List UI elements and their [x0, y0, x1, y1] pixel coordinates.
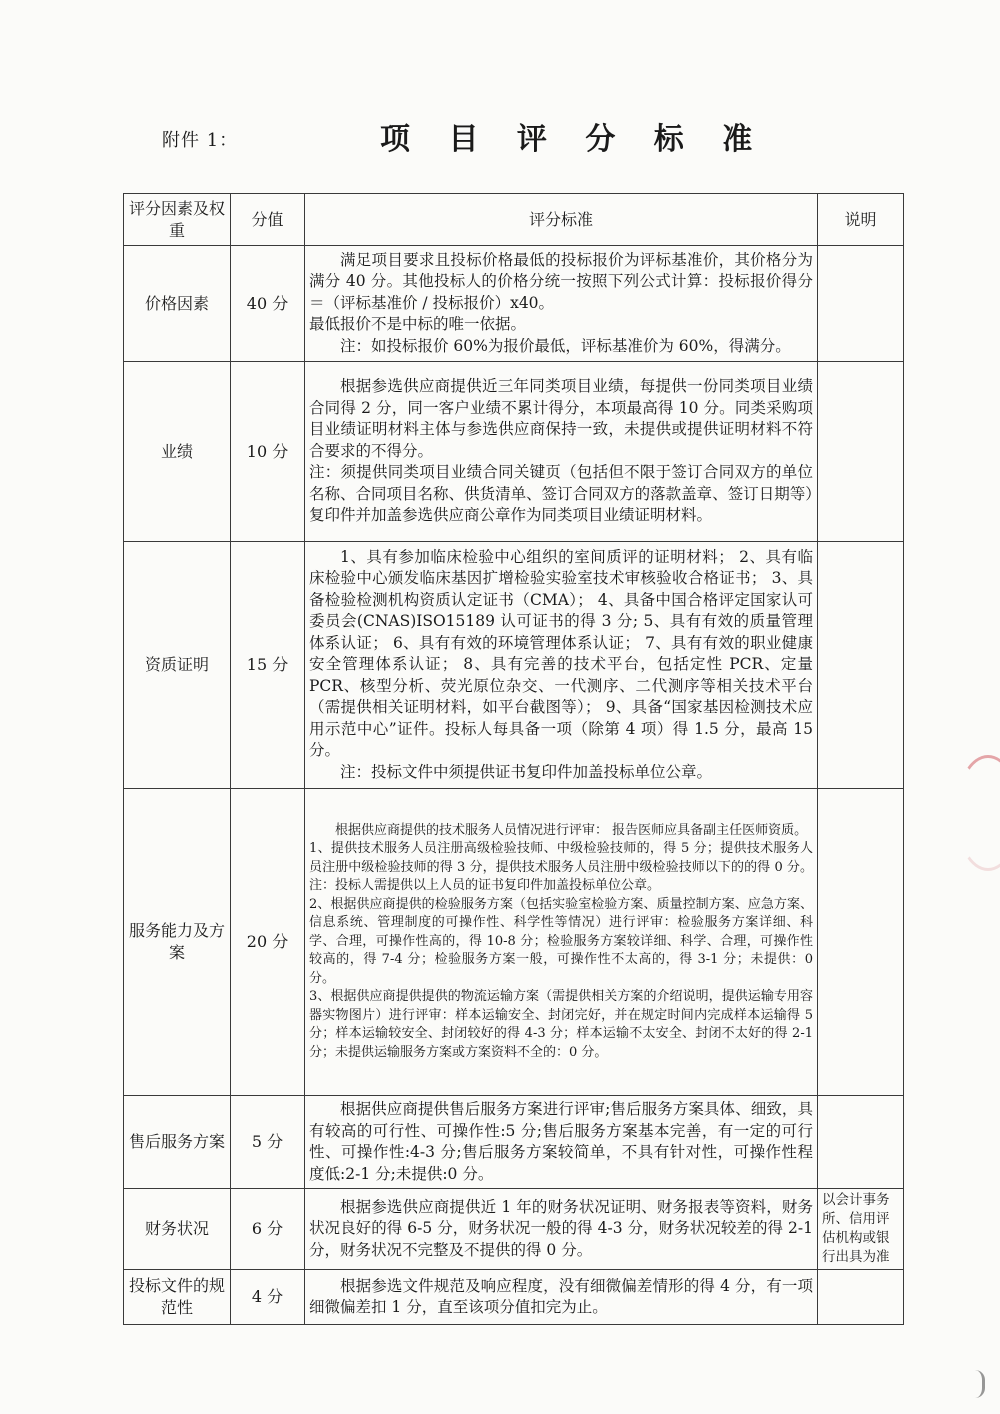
- factor-cell: 投标文件的规范性: [124, 1270, 231, 1325]
- criteria-cell: [305, 246, 818, 362]
- page-edge-mark: [968, 1370, 985, 1398]
- criteria-note: 注：如投标报价 60%为报价最低，评标基准价为 60%，得满分。: [340, 336, 791, 355]
- remark-cell: [818, 1270, 904, 1325]
- table-header-row: [124, 194, 904, 246]
- criteria-text: 根据供应商提供售后服务方案进行评审;售后服务方案具体、细致，具有较高的可行性、可操作性:5 分;售后服务方案基本完善，有一定的可行性、可操作性:4-3 分;售后服务方案较简单，不具有针对性，可操作性程度低:2-1 分;未提供:0 分。: [309, 1100, 813, 1183]
- score-cell: 4 分: [231, 1270, 305, 1325]
- criteria-text: 2、根据供应商提供的检验服务方案（包括实验室检验方案、质量控制方案、应急方案、信息系统、管理制度的可操作性、科学性等情况）进行评审：检验服务方案详细、科学、合理，可操作性高的，得 10-8 分；检验服务方案较详细、科学、合理，可操作性较高的，得 7-4 分；检验服务方案一般，可操作性不太高的，得 3-1 分；未提供：0 分。: [309, 896, 813, 986]
- criteria-text: 根据参选供应商提供近三年同类项目业绩，每提供一份同类项目业绩合同得 2 分，同一客户业绩不累计得分，本项最高得 10 分。同类采购项目业绩证明材料主体与参选供应商保持一致，未提供或提供证明材料不符合要求的不得分。: [309, 377, 813, 460]
- page-title: 项 目 评 分 标 准: [380, 122, 767, 157]
- score-cell: 6 分: [231, 1189, 305, 1270]
- criteria-cell: [305, 362, 818, 542]
- document-header: [0, 112, 1000, 172]
- criteria-cell: [305, 789, 818, 1096]
- criteria-text: 3、根据供应商提供提供的物流运输方案（需提供相关方案的介绍说明，提供运输专用容器实物图片）进行评审：样本运输安全、封闭完好，并在规定时间内完成样本运输得 5 分；样本运输较安全、封闭较好的得 4-3 分；样本运输不太安全、封闭不太好的得 2-1 分；未提供运输服务方案或方案资料不全的：0 分。: [309, 989, 813, 1060]
- header-score: 分值: [231, 194, 305, 246]
- criteria-text: 1、提供技术服务人员注册高级检验技师、中级检验技师的，得 5 分；提供技术服务人员注册中级检验技师的得 3 分，提供技术服务人员注册中级检验技师以下的的得 0 分。注：投标人需提供以上人员的证书复印件加盖投标单位公章。: [309, 841, 813, 894]
- seal-stamp-fragment: [955, 755, 1000, 871]
- header-criteria: 评分标准: [305, 194, 818, 246]
- factor-cell: 资质证明: [124, 542, 231, 789]
- criteria-text: 满足项目要求且投标价格最低的投标报价为评标基准价，其价格分为满分 40 分。其他投标人的价格分统一按照下列公式计算：投标报价得分＝（评标基准价 / 投标报价）x40。: [309, 250, 813, 312]
- remark-cell: [818, 362, 904, 542]
- table-row: [124, 542, 904, 789]
- criteria-text: 根据供应商提供的技术服务人员情况进行评审： 报告医师应具备副主任医师资质。: [335, 822, 808, 838]
- criteria-text: 根据参选供应商提供近 1 年的财务状况证明、财务报表等资料，财务状况良好的得 6-5 分，财务状况一般的得 4-3 分，财务状况较差的得 2-1 分，财务状况不完整及不提供的得 0 分。: [309, 1197, 813, 1259]
- score-cell: 40 分: [231, 246, 305, 362]
- table-row: [124, 362, 904, 542]
- table-row: [124, 246, 904, 362]
- remark-cell: [818, 246, 904, 362]
- remark-cell: [818, 789, 904, 1096]
- criteria-cell: [305, 542, 818, 789]
- factor-cell: 售后服务方案: [124, 1096, 231, 1189]
- factor-cell: 业绩: [124, 362, 231, 542]
- criteria-text: 根据参选文件规范及响应程度，没有细微偏差情形的得 4 分，有一项细微偏差扣 1 分，直至该项分值扣完为止。: [309, 1276, 813, 1316]
- factor-cell: 价格因素: [124, 246, 231, 362]
- score-cell: 10 分: [231, 362, 305, 542]
- remark-cell: 以会计事务所、信用评估机构或银行出具为准: [818, 1189, 904, 1270]
- criteria-text: 1、具有参加临床检验中心组织的室间质评的证明材料； 2、具有临床检验中心颁发临床基因扩增检验实验室技术审核验收合格证书； 3、具备检验检测机构资质认定证书（CMA）； 4、具备中国合格评定国家认可委员会(CNAS)ISO15189 认可证书的得 3 分; 5、具有有效的质量管理体系认证； 6、具有有效的环境管理体系认证； 7、具有有效的职业健康安全管理体系认证； 8、具有完善的技术平台，包括定性 PCR、定量 PCR、核型分析、荧光原位杂交、一代测序、二代测序等相关技术平台（需提供相关证明材料，如平台截图等）； 9、具备“国家基因检测技术应用示范中心”证件。投标人每具备一项（除第 4 项）得 1.5 分，最高 15 分。: [309, 547, 813, 760]
- criteria-cell: [305, 1189, 818, 1270]
- criteria-note: 注：投标文件中须提供证书复印件加盖投标单位公章。: [340, 762, 713, 781]
- score-cell: 5 分: [231, 1096, 305, 1189]
- factor-cell: 服务能力及方案: [124, 789, 231, 1096]
- appendix-label: 附件 1：: [162, 130, 239, 151]
- header-factor: 评分因素及权重: [124, 194, 231, 246]
- criteria-cell: [305, 1270, 818, 1325]
- table-row: [124, 789, 904, 1096]
- remark-cell: [818, 1096, 904, 1189]
- score-cell: 15 分: [231, 542, 305, 789]
- scoring-table: [123, 193, 904, 1325]
- score-cell: 20 分: [231, 789, 305, 1096]
- table-row: [124, 1189, 904, 1270]
- table-row: [124, 1270, 904, 1325]
- criteria-text: 最低报价不是中标的唯一依据。: [309, 315, 527, 334]
- factor-cell: 财务状况: [124, 1189, 231, 1270]
- criteria-note: 注：须提供同类项目业绩合同关键页（包括但不限于签订合同双方的单位名称、合同项目名称、供货清单、签订合同双方的落款盖章、签订日期等）复印件并加盖参选供应商公章作为同类项目业绩证明材料。: [309, 463, 813, 525]
- header-remark: 说明: [818, 194, 904, 246]
- remark-cell: [818, 542, 904, 789]
- criteria-cell: [305, 1096, 818, 1189]
- table-row: [124, 1096, 904, 1189]
